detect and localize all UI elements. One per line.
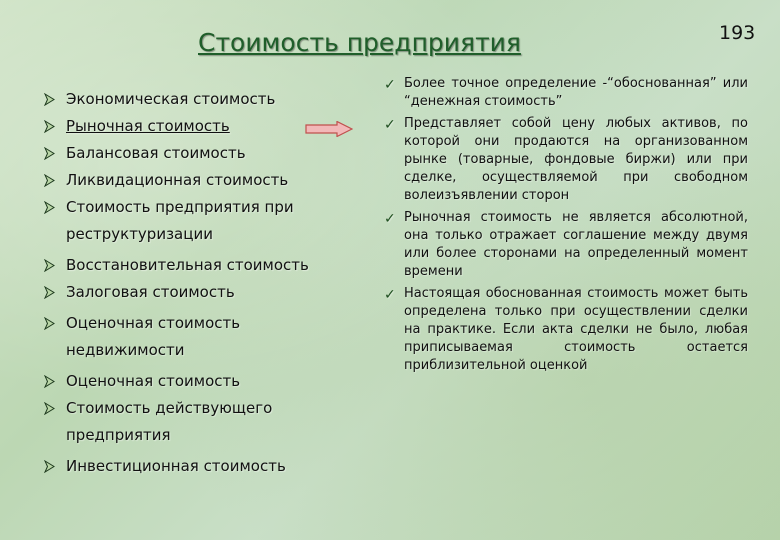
list-item-text: Настоящая обоснованная стоимость может быть определена только при осуществлении сделки на практике. Если акта сделки не было, любая приписываемая стоимость остается приблизительной оценкой [404, 286, 748, 373]
list-item [44, 167, 344, 194]
list-item-label: Восстановительная стоимость [66, 256, 309, 274]
list-item-label: Экономическая стоимость [66, 90, 276, 108]
market-value-details-list [384, 75, 748, 379]
list-item-label: Залоговая стоимость [66, 283, 235, 301]
page-title: Стоимость предприятия [198, 28, 521, 57]
list-item-label-market-value: Рыночная стоимость [66, 117, 230, 135]
list-item [44, 279, 344, 306]
list-item [44, 310, 344, 364]
arrowhead-bullet-icon [44, 375, 55, 388]
list-item [384, 75, 748, 111]
arrowhead-bullet-icon [44, 93, 55, 106]
list-item-text: Более точное определение -“обоснованная” или “денежная стоимость” [404, 76, 748, 109]
list-item [384, 115, 748, 205]
list-item-label: Оценочная стоимость недвижимости [66, 314, 241, 359]
checkmark-icon: ✓ [384, 117, 396, 133]
list-item [384, 209, 748, 281]
arrowhead-bullet-icon [44, 460, 55, 473]
value-types-list [44, 86, 344, 480]
list-item-label: Ликвидационная стоимость [66, 171, 289, 189]
arrowhead-bullet-icon [44, 120, 55, 133]
list-item-text: Представляет собой цену любых активов, по которой они продаются на организованном рынке (товарные, фондовые биржи) или при сделке, осуществляемой при свободном волеизъявлении сторон [404, 116, 748, 203]
checkmark-icon: ✓ [384, 77, 396, 93]
arrowhead-bullet-icon [44, 317, 55, 330]
list-item [44, 252, 344, 279]
list-item-label: Стоимость действующего предприятия [66, 399, 273, 444]
checkmark-icon: ✓ [384, 287, 396, 303]
list-item [44, 368, 344, 395]
list-item-text: Рыночная стоимость не является абсолютной, она только отражает соглашение между двумя или более сторонами на определенный момент времени [404, 210, 748, 279]
list-item [44, 86, 344, 113]
list-item [44, 395, 344, 449]
page-number: 193 [719, 22, 756, 44]
list-item [44, 194, 344, 248]
list-item-label: Оценочная стоимость [66, 372, 241, 390]
list-item [384, 285, 748, 375]
list-item-label: Стоимость предприятия при реструктуризации [66, 198, 294, 243]
list-item [44, 453, 344, 480]
arrowhead-bullet-icon [44, 174, 55, 187]
list-item-label: Балансовая стоимость [66, 144, 246, 162]
arrowhead-bullet-icon [44, 286, 55, 299]
right-arrow-icon [305, 121, 353, 137]
list-item [44, 113, 344, 140]
checkmark-icon: ✓ [384, 211, 396, 227]
arrowhead-bullet-icon [44, 201, 55, 214]
arrowhead-bullet-icon [44, 147, 55, 160]
list-item-label: Инвестиционная стоимость [66, 457, 286, 475]
arrowhead-bullet-icon [44, 402, 55, 415]
arrowhead-bullet-icon [44, 259, 55, 272]
list-item [44, 140, 344, 167]
